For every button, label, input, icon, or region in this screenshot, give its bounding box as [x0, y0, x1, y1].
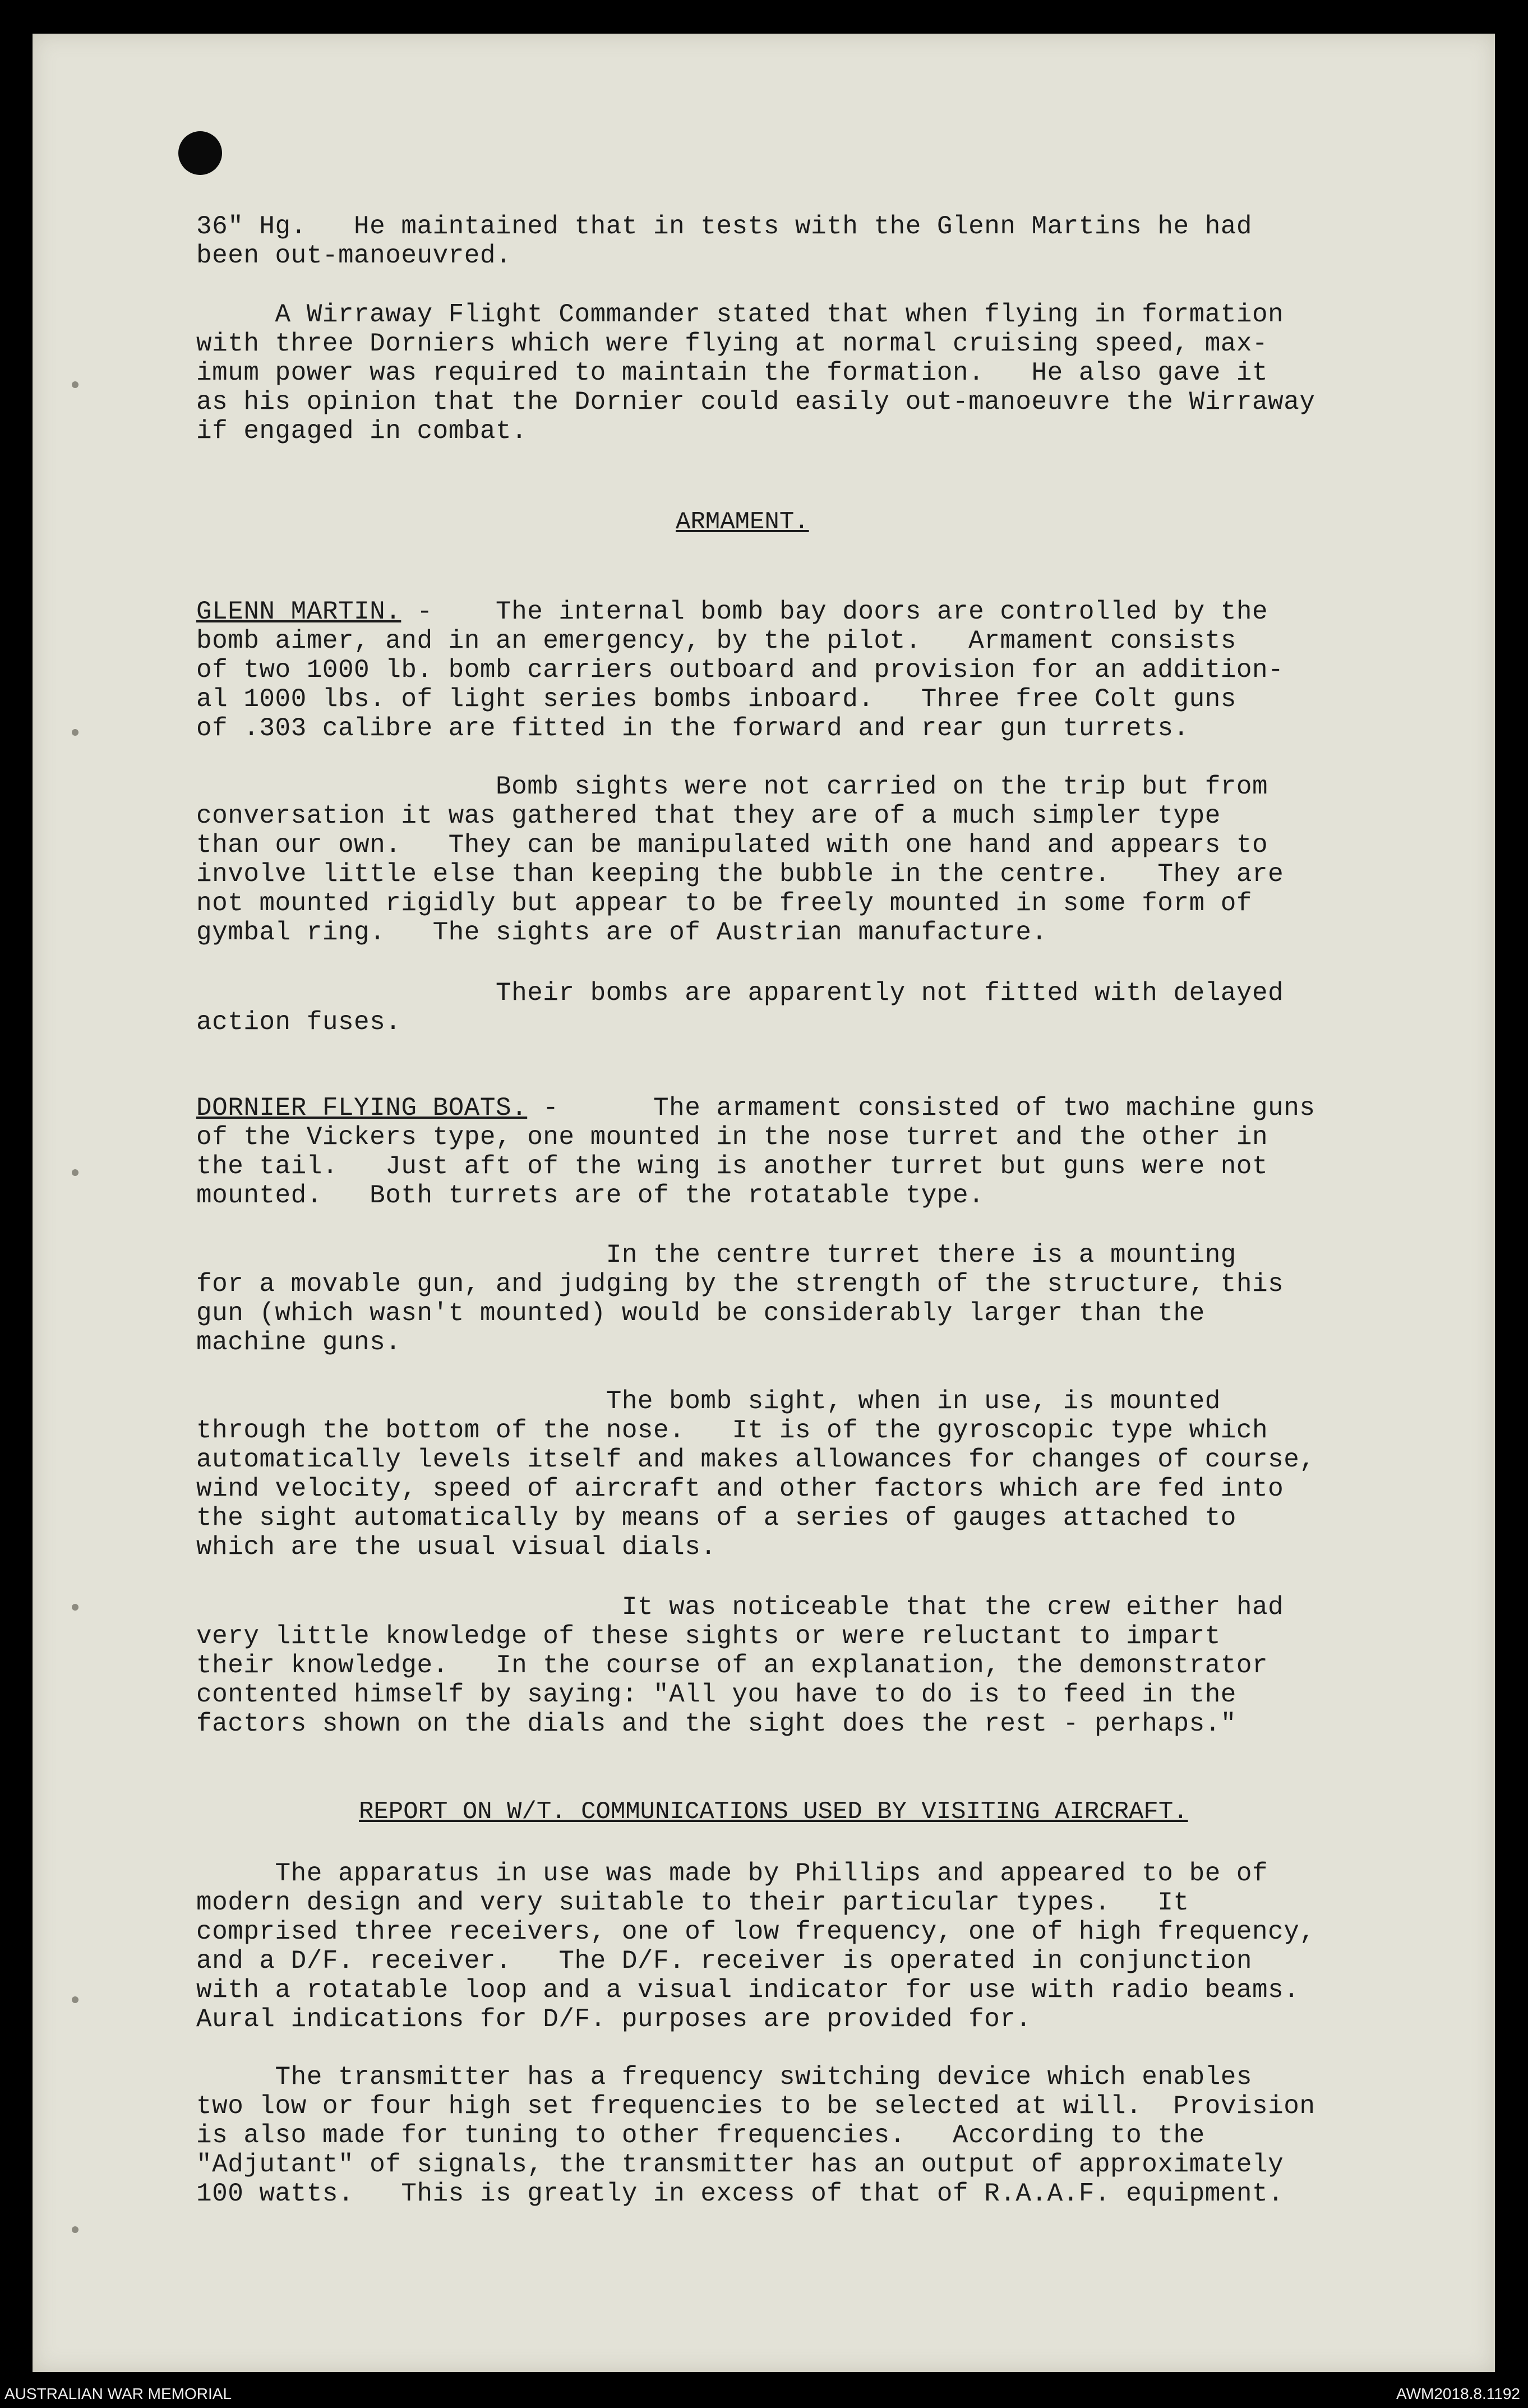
- paragraph-wirraway-commander: A Wirraway Flight Commander stated that when flying in formation with three Dorniers which were flying at normal cruising speed, max- imum power was required to maintain the formation. He also gave it as his opinion that the Dornier could easily out-manoeuvre the Wirraway if engaged in combat.: [196, 300, 1315, 446]
- label-glenn-martin: GLENN MARTIN.: [196, 597, 401, 626]
- paragraph-dornier-armament: of the Vickers type, one mounted in the nose turret and the other in the tail. Just aft of the wing is another turret but guns were not mounted. Both turrets are of the rotatable type.: [196, 1123, 1268, 1210]
- footer-accession-number: AWM2018.8.1192: [1396, 2385, 1520, 2402]
- paragraph-glenn-martin-tests: 36" Hg. He maintained that in tests with the Glenn Martins he had been out-manoeuvred.: [196, 212, 1253, 270]
- margin-mark: [72, 381, 79, 388]
- paragraph-crew-knowledge: It was noticeable that the crew either had very little knowledge of these sights or were reluctant to impart their knowledge. In the course of an explanation, the demonstrator contented himself by saying: "All you have to do is to feed in the factors shown on the dials and the sight does the rest - perhaps.": [196, 1593, 1284, 1738]
- paragraph-bomb-sights: Bomb sights were not carried on the trip but from conversation it was gathered that they are of a much simpler type than our own. They can be manipulated with one hand and appears to involve little else than keeping the bubble in the centre. They are not mounted rigidly but appear to be freely mounted in some form of gymbal ring. The sights are of Austrian manufacture.: [196, 772, 1284, 947]
- paragraph-glenn-martin-armament-first-line: [196, 597, 1464, 626]
- paragraph-transmitter: The transmitter has a frequency switching device which enables two low or four high set frequencies to be selected at will. Provision is also made for tuning to other frequencies. According to the "Adjutant" of signals, the transmitter has an output of approximately 100 watts. This is greatly in excess of that of R.A.A.F. equipment.: [196, 2063, 1315, 2208]
- margin-mark: [72, 1996, 79, 2003]
- heading-wt-communications: REPORT ON W/T. COMMUNICATIONS USED BY VISITING AIRCRAFT.: [359, 1798, 1188, 1826]
- paragraph-bombs-fuses: Their bombs are apparently not fitted with delayed action fuses.: [196, 979, 1284, 1037]
- footer-institution: AUSTRALIAN WAR MEMORIAL: [4, 2385, 232, 2402]
- heading-armament: ARMAMENT.: [676, 508, 809, 536]
- margin-mark: [72, 1604, 79, 1611]
- paragraph-centre-turret: In the centre turret there is a mounting for a movable gun, and judging by the strength of the structure, this gun (which wasn't mounted) would be considerably larger than the machine guns.: [196, 1240, 1284, 1357]
- margin-mark: [72, 2226, 79, 2233]
- paragraph-glenn-martin-armament: bomb aimer, and in an emergency, by the pilot. Armament consists of two 1000 lb. bomb carriers outboard and provision for an addition- al 1000 lbs. of light series bombs inboard. Three free Colt guns of .303 calibre are fitted in the forward and rear gun turrets.: [196, 626, 1284, 743]
- punch-hole: [178, 131, 222, 175]
- paragraph-bomb-sight-mounting: The bomb sight, when in use, is mounted through the bottom of the nose. It is of the gyroscopic type which automatically levels itself and makes allowances for changes of course, wind velocity, speed of aircraft and other factors which are fed into the sight automatically by means of a series of gauges attached to which are the usual visual dials.: [196, 1387, 1315, 1562]
- paragraph-dornier-armament-first-line: [196, 1094, 1464, 1123]
- label-dornier-flying-boats: DORNIER FLYING BOATS.: [196, 1094, 528, 1123]
- margin-mark: [72, 729, 79, 736]
- paragraph-wt-apparatus: The apparatus in use was made by Phillips and appeared to be of modern design and very suitable to their particular types. It comprised three receivers, one of low frequency, one of high frequency, and a D/F. receiver. The D/F. receiver is operated in conjunction with a rotatable loop and a visual indicator for use with radio beams. Aural indications for D/F. purposes are provided for.: [196, 1859, 1315, 2034]
- glenn-martin-first-line: - The internal bomb bay doors are controlled by the: [401, 597, 1268, 626]
- margin-mark: [72, 1169, 79, 1176]
- dornier-first-line: - The armament consisted of two machine guns: [527, 1094, 1315, 1123]
